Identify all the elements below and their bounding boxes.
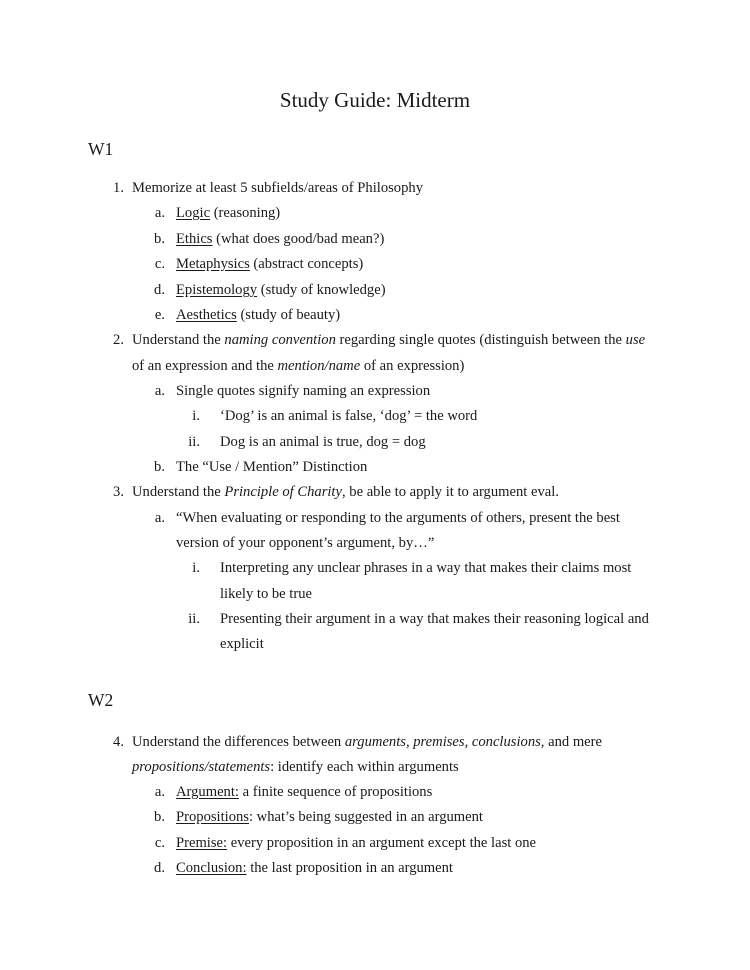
text-segment: Interpreting any unclear phrases in a way that makes their claims most	[220, 560, 632, 576]
list-item	[220, 610, 649, 628]
italic-text: arguments, premises, conclusions,	[344, 734, 545, 750]
list-marker: b.	[154, 231, 165, 247]
list-item	[176, 509, 620, 527]
text-segment: Memorize at least 5 subfields/areas of Philosophy	[132, 180, 423, 196]
text-segment: Dog is an animal is true, dog = dog	[220, 434, 426, 450]
list-marker: d.	[154, 860, 165, 876]
list-item	[220, 433, 426, 451]
text-segment: : what’s being suggested in an argument	[248, 809, 483, 825]
list-marker: a.	[154, 383, 165, 399]
text-segment: “When evaluating or responding to the arguments of others, present the best	[176, 510, 620, 526]
text-segment: explicit	[220, 636, 264, 652]
list-marker: 2.	[113, 332, 124, 348]
text-segment: the last proposition in an argument	[246, 860, 453, 876]
list-item	[176, 458, 367, 476]
text-segment: (study of knowledge)	[257, 282, 386, 298]
italic-text: Principle of Charity	[224, 484, 342, 500]
list-marker: c.	[154, 256, 165, 272]
text-segment: likely to be true	[220, 586, 312, 602]
section-heading-w1: W1	[88, 139, 114, 159]
text-segment: (reasoning)	[210, 205, 281, 221]
text-segment: Understand the differences between	[132, 734, 345, 750]
italic-text: propositions/statements	[132, 759, 271, 775]
section-heading-w2: W2	[88, 690, 114, 710]
text-segment: version of your opponent’s argument, by…”	[176, 535, 435, 551]
list-item	[176, 834, 536, 852]
text-segment: every proposition in an argument except the last one	[227, 835, 537, 851]
list-marker: 1.	[113, 180, 124, 196]
list-item	[132, 357, 464, 375]
list-marker: ii.	[188, 611, 200, 627]
list-item	[176, 534, 434, 552]
text-segment: (what does good/bad mean?)	[212, 231, 385, 247]
list-marker: b.	[154, 809, 165, 825]
text-segment: , be able to apply it to argument eval.	[341, 484, 559, 500]
underlined-term: Premise:	[176, 835, 228, 851]
italic-text: mention/name	[277, 358, 361, 374]
text-segment: The “Use / Mention” Distinction	[176, 459, 368, 475]
list-item	[176, 255, 363, 273]
list-item	[132, 758, 459, 776]
text-segment: : identify each within arguments	[270, 759, 459, 775]
list-item	[132, 733, 602, 751]
list-marker: 3.	[113, 484, 124, 500]
underlined-term: Propositions	[176, 809, 249, 825]
text-segment: of an expression)	[360, 358, 465, 374]
list-item	[132, 331, 645, 349]
list-item	[220, 559, 631, 577]
list-marker: a.	[154, 205, 165, 221]
underlined-term: Logic	[176, 205, 211, 221]
text-segment: and mere	[544, 734, 602, 750]
list-item	[176, 204, 280, 222]
underlined-term: Aesthetics	[176, 307, 237, 323]
list-item	[220, 585, 312, 603]
list-item	[132, 483, 559, 501]
text-segment: Presenting their argument in a way that makes their reasoning logical and	[220, 611, 649, 627]
text-segment: Understand the	[132, 332, 225, 348]
underlined-term: Ethics	[176, 231, 213, 247]
list-item	[176, 306, 340, 324]
text-segment: (abstract concepts)	[249, 256, 364, 272]
italic-text: use	[625, 332, 646, 348]
list-item	[176, 859, 453, 877]
list-marker: c.	[154, 835, 165, 851]
underlined-term: Epistemology	[176, 282, 258, 298]
list-marker: a.	[154, 510, 165, 526]
text-segment: of an expression and the	[132, 358, 278, 374]
list-item	[176, 783, 432, 801]
underlined-term: Argument:	[176, 784, 239, 800]
text-segment: regarding single quotes (distinguish between the	[335, 332, 626, 348]
list-item	[176, 281, 386, 299]
list-item	[176, 808, 483, 826]
list-marker: i.	[192, 408, 200, 424]
list-marker: d.	[154, 282, 165, 298]
text-segment: Understand the	[132, 484, 225, 500]
italic-text: naming convention	[224, 332, 336, 348]
page-title: Study Guide: Midterm	[279, 88, 471, 112]
list-item	[176, 230, 384, 248]
list-marker: e.	[154, 307, 165, 323]
list-item	[132, 179, 423, 197]
list-marker: 4.	[113, 734, 124, 750]
list-item	[220, 635, 264, 653]
text-segment: Single quotes signify naming an expression	[176, 383, 431, 399]
list-marker: b.	[154, 459, 165, 475]
underlined-term: Conclusion:	[176, 860, 247, 876]
list-marker: ii.	[188, 434, 200, 450]
list-item	[220, 407, 477, 425]
underlined-term: Metaphysics	[176, 256, 250, 272]
list-marker: i.	[192, 560, 200, 576]
text-segment: ‘Dog’ is an animal is false, ‘dog’ = the word	[220, 408, 478, 424]
list-marker: a.	[154, 784, 165, 800]
list-item	[176, 382, 430, 400]
text-segment: (study of beauty)	[236, 307, 341, 323]
text-segment: a finite sequence of propositions	[238, 784, 433, 800]
